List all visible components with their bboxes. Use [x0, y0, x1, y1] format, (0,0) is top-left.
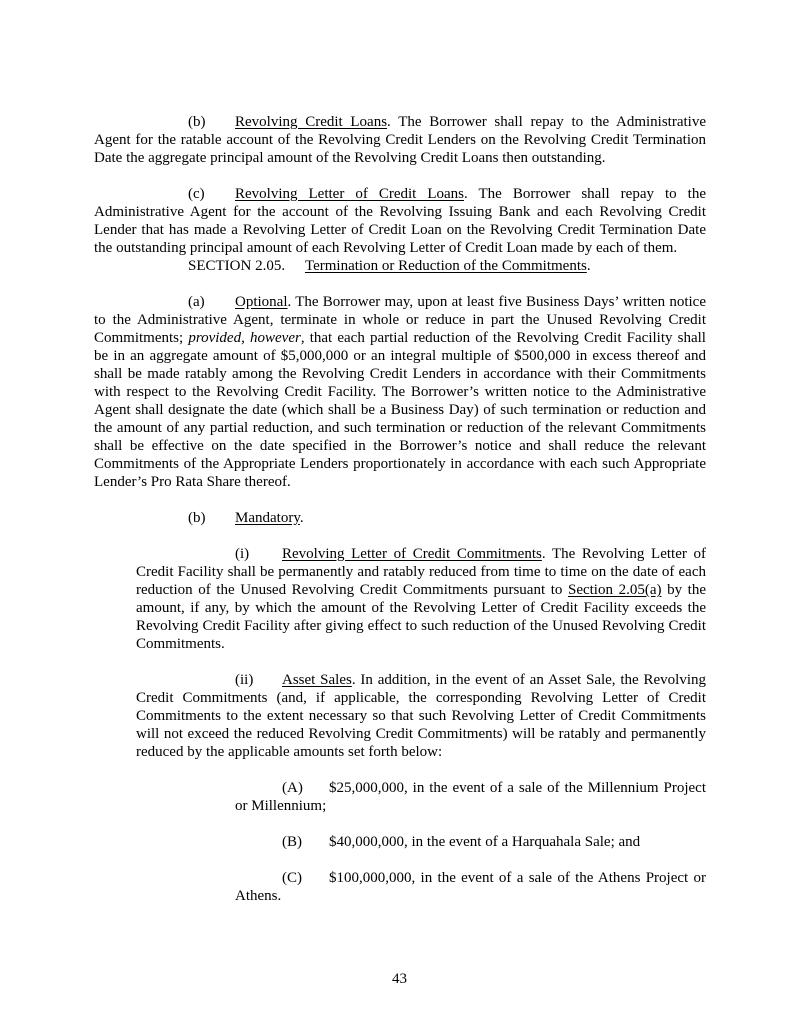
- heading-punctuation: .: [287, 294, 292, 310]
- heading-punctuation: .: [387, 114, 391, 130]
- paragraph-text: The Borrower shall repay to the Administrative Agent for the account of the Revolving Issuing Bank and each Revolving Credit Lender that has made a Revolving Letter of Credit Loan on the Revolving Credit Termination Date the outstanding principal amount of each Revolving Letter of Credit Loan made by each of them.: [94, 186, 707, 256]
- paragraph-b-mandatory: [94, 509, 706, 527]
- list-item-b: [235, 833, 706, 851]
- section-title: Termination or Reduction of the Commitments: [305, 258, 587, 274]
- subparagraph-text: In addition, in the event of an Asset Sale, the Revolving Credit Commitments (and, if applicable, the corresponding Revolving Letter of Credit Commitments to the extent necessary so that such Revolving Letter of Credit Commitments will not exceed the reduced Revolving Credit Commitments) will be ratably and permanently reduced by the applicable amounts set forth below:: [136, 672, 707, 760]
- paragraph-label: (b): [188, 510, 206, 526]
- section-number: SECTION 2.05.: [188, 258, 286, 274]
- paragraph-heading: Revolving Letter of Credit Loans: [235, 186, 465, 202]
- subparagraph-label: (i): [235, 546, 250, 562]
- heading-punctuation: .: [299, 510, 304, 526]
- heading-punctuation: .: [541, 546, 546, 562]
- italic-proviso: provided, however: [188, 330, 301, 346]
- list-item-text: $25,000,000, in the event of a sale of the Millennium Project or Millennium;: [235, 780, 706, 814]
- subparagraph-i-loc-commitments: [136, 545, 706, 653]
- paragraph-label: (b): [188, 114, 206, 130]
- list-item-c: [235, 869, 706, 905]
- paragraph-text: The Borrower may, upon at least five Business Days’ written notice to the Administrative Agent, terminate in whole or reduce in part the Unused Revolving Credit Commitments;: [94, 294, 706, 346]
- document-body: [94, 113, 706, 905]
- page-number: 43: [392, 971, 407, 987]
- heading-punctuation: .: [351, 672, 356, 688]
- paragraph-a-optional: [94, 293, 706, 491]
- list-item-label: (C): [282, 870, 302, 886]
- subparagraph-heading: Asset Sales: [282, 672, 352, 688]
- list-item-a: [235, 779, 706, 815]
- subparagraph-ii-asset-sales: [136, 671, 706, 761]
- list-item-text: $40,000,000, in the event of a Harquahala Sale; and: [329, 834, 641, 850]
- paragraph-label: (a): [188, 294, 205, 310]
- paragraph-heading: Mandatory: [235, 510, 300, 526]
- paragraph-text: The Borrower shall repay to the Administrative Agent for the ratable account of the Revolving Credit Lenders on the Revolving Credit Termination Date the aggregate principal amount of the Revolving Credit Loans then outstanding.: [94, 114, 706, 166]
- paragraph-c-revolving-loc-loans: [94, 185, 706, 257]
- subparagraph-heading: Revolving Letter of Credit Commitments: [282, 546, 542, 562]
- section-title-punctuation: .: [586, 258, 591, 274]
- paragraph-text-continued: , that each partial reduction of the Revolving Credit Facility shall be in an aggregate amount of $5,000,000 or an integral multiple of $500,000 in excess thereof and shall be made ratably among the Revolving Credit Lenders in accordance with their Commitments with respect to the Revolving Credit Facility. The Borrower’s written notice to the Administrative Agent shall designate the date (which shall be a Business Day) of such termination or reduction and the amount of any partial reduction, and such termination or reduction of the relevant Commitments shall be effective on the date specified in the Borrower’s notice and shall reduce the relevant Commitments of the Appropriate Lenders proportionately in accordance with each such Appropriate Lender’s Pro Rata Share thereof.: [94, 330, 706, 490]
- paragraph-label: (c): [188, 186, 205, 202]
- paragraph-heading: Optional: [235, 294, 288, 310]
- list-item-label: (A): [282, 780, 303, 796]
- subparagraph-label: (ii): [235, 672, 254, 688]
- list-item-text: $100,000,000, in the event of a sale of the Athens Project or Athens.: [235, 870, 706, 904]
- paragraph-b-revolving-credit-loans: [94, 113, 706, 167]
- section-cross-reference: Section 2.05(a): [567, 582, 662, 598]
- paragraph-heading: Revolving Credit Loans: [235, 114, 388, 130]
- heading-punctuation: .: [464, 186, 468, 202]
- list-item-label: (B): [282, 834, 302, 850]
- subparagraph-text: The Revolving Letter of Credit Facility shall be permanently and ratably reduced from time to time on the date of each reduction of the Unused Revolving Credit Commitments pursuant to: [136, 546, 706, 598]
- subparagraph-text-continued: by the amount, if any, by which the amount of the Revolving Letter of Credit Facility exceeds the Revolving Credit Facility after giving effect to such reduction of the Unused Revolving Credit Commitments.: [136, 582, 707, 652]
- section-heading: [94, 257, 706, 275]
